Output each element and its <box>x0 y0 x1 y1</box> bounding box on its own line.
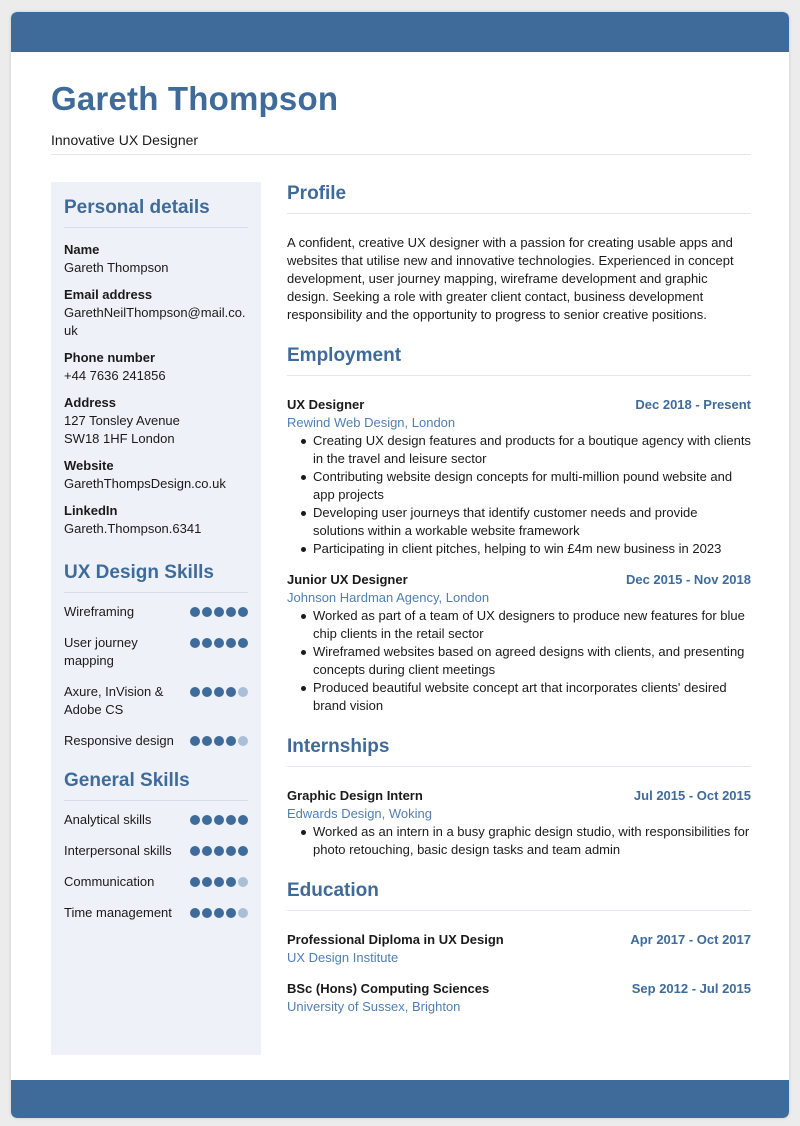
rating-dot-empty <box>238 736 248 746</box>
candidate-title: Innovative UX Designer <box>51 132 199 148</box>
personal-detail-email <box>64 286 248 340</box>
rating-dot-filled <box>226 877 236 887</box>
rating-dot-filled <box>226 607 236 617</box>
rating-dot-filled <box>226 638 236 648</box>
rating-dot-filled <box>226 687 236 697</box>
skill-rating <box>190 683 248 697</box>
personal-details-list <box>64 228 248 538</box>
rating-dot-filled <box>190 908 200 918</box>
job-dates: Dec 2015 - Nov 2018 <box>625 572 751 587</box>
education-entry <box>287 980 751 1016</box>
entry-header <box>287 787 751 805</box>
qualification-title: BSc (Hons) Computing Sciences <box>287 981 490 996</box>
personal-detail-website <box>64 457 248 493</box>
skill-name: Axure, InVision & Adobe CS <box>64 684 164 717</box>
ux-skills-heading: UX Design Skills <box>64 547 248 593</box>
rating-dot-filled <box>214 877 224 887</box>
skill-rating <box>190 904 248 918</box>
skill-rating <box>190 732 248 746</box>
rating-dot-filled <box>238 638 248 648</box>
rating-dot-filled <box>214 846 224 856</box>
rating-dot-filled <box>190 815 200 825</box>
rating-dot-filled <box>214 815 224 825</box>
qualification-dates: Sep 2012 - Jul 2015 <box>631 981 751 996</box>
skill-row <box>64 732 248 750</box>
candidate-name: Gareth Thompson <box>51 80 339 117</box>
rating-dot-filled <box>214 908 224 918</box>
personal-detail-address <box>64 394 248 448</box>
rating-dot-filled <box>226 815 236 825</box>
personal-details-heading: Personal details <box>64 182 248 228</box>
qualification-title: Professional Diploma in UX Design <box>287 932 504 947</box>
duty-item: Developing user journeys that identify customer needs and provide solutions within a workable website framework <box>300 504 751 540</box>
skill-row <box>64 634 248 670</box>
rating-dot-filled <box>202 687 212 697</box>
skill-row <box>64 873 248 891</box>
duty-item: Participating in client pitches, helping to win £4m new business in 2023 <box>300 540 751 558</box>
rating-dot-filled <box>226 846 236 856</box>
rating-dot-filled <box>214 638 224 648</box>
rating-dot-filled <box>190 846 200 856</box>
detail-label: Website <box>64 458 114 473</box>
rating-dot-filled <box>202 877 212 887</box>
job-duties <box>287 607 751 715</box>
rating-dot-empty <box>238 908 248 918</box>
personal-detail-phone <box>64 349 248 385</box>
rating-dot-filled <box>238 815 248 825</box>
education-heading: Education <box>287 879 751 911</box>
rating-dot-filled <box>226 736 236 746</box>
rating-dot-filled <box>202 908 212 918</box>
detail-label: Name <box>64 242 100 257</box>
internships-heading: Internships <box>287 735 751 767</box>
job-entry <box>287 571 751 715</box>
rating-dot-filled <box>238 846 248 856</box>
main-content <box>287 182 751 1016</box>
rating-dot-filled <box>202 736 212 746</box>
duty-item: Wireframed websites based on agreed designs with clients, and presenting concepts during client meetings <box>300 643 751 679</box>
education-entry <box>287 931 751 967</box>
employment-heading: Employment <box>287 344 751 376</box>
entry-header <box>287 571 751 589</box>
sidebar <box>51 182 261 1055</box>
job-employer: Johnson Hardman Agency, London <box>287 590 490 605</box>
detail-label: Email address <box>64 287 153 302</box>
institution: University of Sussex, Brighton <box>287 999 461 1014</box>
rating-dot-filled <box>214 687 224 697</box>
skill-name: Responsive design <box>64 733 174 748</box>
internship-dates: Jul 2015 - Oct 2015 <box>633 788 751 803</box>
institution: UX Design Institute <box>287 950 399 965</box>
rating-dot-filled <box>190 877 200 887</box>
website-link[interactable]: GarethThompsDesign.co.uk <box>64 476 226 491</box>
skill-row <box>64 842 248 860</box>
rating-dot-filled <box>202 815 212 825</box>
job-employer: Rewind Web Design, London <box>287 415 456 430</box>
resume-page <box>11 12 789 1118</box>
rating-dot-filled <box>202 607 212 617</box>
rating-dot-filled <box>190 736 200 746</box>
address-line-1: 127 Tonsley Avenue <box>64 413 180 428</box>
rating-dot-filled <box>190 607 200 617</box>
detail-label: Address <box>64 395 117 410</box>
skill-name: Wireframing <box>64 604 135 619</box>
duty-item: Produced beautiful website concept art that incorporates clients' desired brand vision <box>300 679 751 715</box>
rating-dot-filled <box>214 607 224 617</box>
detail-value: Gareth Thompson <box>64 260 169 275</box>
skill-rating <box>190 873 248 887</box>
internship-entry <box>287 787 751 859</box>
skill-row <box>64 603 248 621</box>
skill-row <box>64 683 248 719</box>
phone-link[interactable]: +44 7636 241856 <box>64 368 166 383</box>
rating-dot-empty <box>238 877 248 887</box>
skill-name: Time management <box>64 905 172 920</box>
duty-item: Worked as an intern in a busy graphic design studio, with responsibilities for photo retouching, basic design tasks and team admin <box>300 823 751 859</box>
detail-label: LinkedIn <box>64 503 118 518</box>
skill-row <box>64 811 248 829</box>
internships-section <box>287 735 751 859</box>
skill-row <box>64 904 248 922</box>
duty-item: Contributing website design concepts for multi-million pound website and app projects <box>300 468 751 504</box>
bottom-banner <box>11 1080 789 1118</box>
skill-name: Communication <box>64 874 155 889</box>
duty-item: Creating UX design features and products for a boutique agency with clients in the travel and leisure sector <box>300 432 751 468</box>
profile-heading: Profile <box>287 182 751 214</box>
entry-header <box>287 980 751 998</box>
general-skills-heading: General Skills <box>64 755 248 801</box>
skill-name: Interpersonal skills <box>64 843 172 858</box>
skill-name: User journey mapping <box>64 635 138 668</box>
rating-dot-filled <box>190 638 200 648</box>
detail-label: Phone number <box>64 350 156 365</box>
job-duties <box>287 432 751 558</box>
skill-rating <box>190 603 248 617</box>
rating-dot-filled <box>202 846 212 856</box>
general-skills-list <box>64 801 248 922</box>
rating-dot-empty <box>238 687 248 697</box>
skill-rating <box>190 811 248 825</box>
linkedin-link[interactable]: Gareth.Thompson.6341 <box>64 521 202 536</box>
address-line-2: SW18 1HF London <box>64 431 175 446</box>
rating-dot-filled <box>226 908 236 918</box>
job-title: UX Designer <box>287 397 365 412</box>
entry-header <box>287 396 751 414</box>
top-banner <box>11 12 789 52</box>
rating-dot-filled <box>202 638 212 648</box>
internship-employer: Edwards Design, Woking <box>287 806 432 821</box>
job-title: Junior UX Designer <box>287 572 408 587</box>
skill-rating <box>190 634 248 648</box>
ux-skills-list <box>64 593 248 750</box>
education-section <box>287 879 751 1016</box>
duty-item: Worked as part of a team of UX designers to produce new features for blue chip clients in the retail sector <box>300 607 751 643</box>
qualification-dates: Apr 2017 - Oct 2017 <box>630 932 751 947</box>
personal-detail-linkedin <box>64 502 248 538</box>
resume-header <box>51 80 751 155</box>
internship-title: Graphic Design Intern <box>287 788 423 803</box>
personal-detail-name <box>64 241 248 277</box>
skill-rating <box>190 842 248 856</box>
rating-dot-filled <box>238 607 248 617</box>
rating-dot-filled <box>214 736 224 746</box>
profile-text: A confident, creative UX designer with a passion for creating usable apps and websites that utilise new and innovative technologies. Experienced in concept development, user journey mapping, wireframe development and graphic design. Seeking a role with greater client contact, business development responsibility and the opportunity to progress to senior creative positions. <box>287 235 734 322</box>
rating-dot-filled <box>190 687 200 697</box>
skill-name: Analytical skills <box>64 812 152 827</box>
profile-section <box>287 182 751 324</box>
employment-section <box>287 344 751 715</box>
entry-header <box>287 931 751 949</box>
email-link[interactable]: GarethNeilThompson@mail.co.uk <box>64 305 246 338</box>
job-dates: Dec 2018 - Present <box>635 397 751 412</box>
job-entry <box>287 396 751 558</box>
internship-duties <box>287 823 751 859</box>
